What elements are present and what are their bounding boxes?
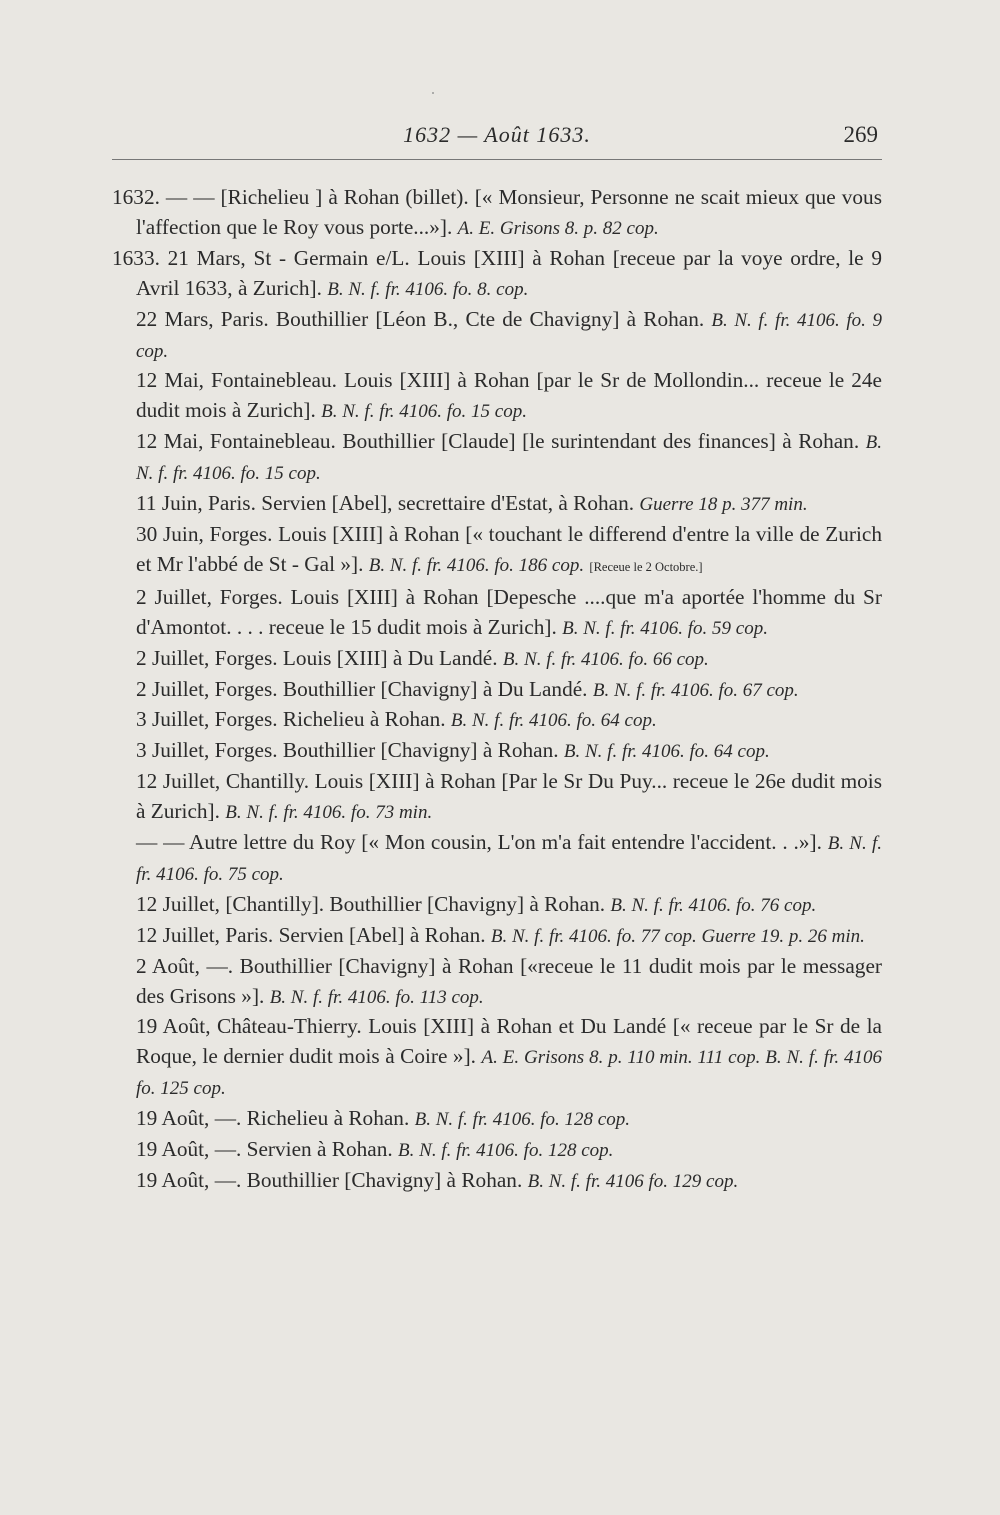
entry-text: 2 Juillet, Forges. Louis [XIII] à Du Landé. xyxy=(136,645,498,670)
entry-reference: B. N. f. fr. 4106. fo. 128 cop. xyxy=(398,1140,614,1162)
entry-reference: B. N. f. fr. 4106. fo. 15 cop. xyxy=(321,401,527,423)
letter-entry xyxy=(112,767,882,828)
entry-text: 2 Août, —. Bouthillier [Chavigny] à Rohan [«receue le 11 dudit mois par le messager des Grisons »]. xyxy=(136,953,882,1008)
entry-text: 2 Juillet, Forges. Louis [XIII] à Rohan [Depesche ....que m'a aportée l'homme du Sr d'Amontot. . . . receue le 15 dudit mois à Zurich]. xyxy=(136,584,882,639)
entry-text: 19 Août, Château-Thierry. Louis [XIII] à Rohan et Du Landé [« receue par le Sr de la Roque, le dernier dudit mois à Coire »]. xyxy=(136,1014,882,1069)
header-rule xyxy=(112,159,882,160)
entry-text: — — Autre lettre du Roy [« Mon cousin, L'on m'a fait entendre l'accident. . .»]. xyxy=(136,830,822,855)
entry-reference: A. E. Grisons 8. p. 110 min. 111 cop. B. N. f. fr. 4106 fo. 125 cop. xyxy=(136,1047,882,1100)
paper-speck xyxy=(432,92,434,94)
entry-text: 19 Août, —. Servien à Rohan. xyxy=(136,1137,393,1162)
running-title: 1632 — Août 1633. xyxy=(403,122,591,147)
entry-text: 1632. — — [Richelieu ] à Rohan (billet). [« Monsieur, Personne ne scait mieux que vous l'affection que le Roy vous porte...»]. xyxy=(112,185,882,239)
entry-text: 12 Juillet, [Chantilly]. Bouthillier [Chavigny] à Rohan. xyxy=(136,891,606,916)
letter-entry xyxy=(112,366,882,427)
letter-entry xyxy=(112,890,882,921)
letter-entry xyxy=(112,705,882,736)
letter-entry xyxy=(112,489,882,520)
letter-entry xyxy=(112,1104,882,1135)
entry-reference: B. N. f. fr. 4106. fo. 73 min. xyxy=(225,802,433,824)
letter-entry xyxy=(112,183,882,244)
entry-text: 12 Juillet, Paris. Servien [Abel] à Rohan. xyxy=(136,922,486,947)
entry-text: 30 Juin, Forges. Louis [XIII] à Rohan [« touchant le differend d'entre la ville de Zurich et Mr l'abbé de St - Gal »]. xyxy=(136,521,882,576)
entry-text: 12 Mai, Fontainebleau. Bouthillier [Claude] [le surintendant des finances] à Rohan. xyxy=(136,429,860,454)
entry-text: 3 Juillet, Forges. Bouthillier [Chavigny] à Rohan. xyxy=(136,738,559,763)
entry-reference: B. N. f. fr. 4106. fo. 15 cop. xyxy=(136,432,883,485)
entry-reference: B. N. f. fr. 4106. fo. 59 cop. xyxy=(562,617,768,639)
entry-reference: B. N. f. fr. 4106. fo. 67 cop. xyxy=(592,679,799,701)
letter-entry xyxy=(112,1135,882,1166)
entry-reference: B. N. f. fr. 4106. fo. 76 cop. xyxy=(610,894,817,916)
entry-reference: B. N. f. fr. 4106. fo. 128 cop. xyxy=(414,1109,630,1131)
letter-entry xyxy=(112,952,882,1013)
entry-text: 2 Juillet, Forges. Bouthillier [Chavigny] à Du Landé. xyxy=(136,676,588,701)
entry-reference: B. N. f. fr. 4106. fo. 186 cop. xyxy=(368,554,585,576)
letter-entry xyxy=(112,520,882,583)
entry-text: 12 Juillet, Chantilly. Louis [XIII] à Rohan [Par le Sr Du Puy... receue le 26e dudit mois à Zurich]. xyxy=(136,769,882,824)
entry-text: 22 Mars, Paris. Bouthillier [Léon B., Cte de Chavigny] à Rohan. xyxy=(136,306,705,331)
letter-entry xyxy=(112,244,882,305)
entry-text: 1633. 21 Mars, St - Germain e/L. Louis [XIII] à Rohan [receue par la voye ordre, le 9 Avril 1633, à Zurich]. xyxy=(112,245,882,300)
entry-reference: B. N. f. fr. 4106. fo. 64 cop. xyxy=(563,741,770,763)
letter-entry-list xyxy=(112,183,882,1197)
entry-text: 12 Mai, Fontainebleau. Louis [XIII] à Rohan [par le Sr de Mollondin... receue le 24e dudit mois à Zurich]. xyxy=(136,368,882,423)
letter-entry xyxy=(112,828,882,890)
letter-entry xyxy=(112,736,882,767)
entry-reference: B. N. f. fr. 4106. fo. 66 cop. xyxy=(502,648,709,670)
letter-entry xyxy=(112,644,882,675)
entry-text: 11 Juin, Paris. Servien [Abel], secrettaire d'Estat, à Rohan. xyxy=(136,491,635,516)
running-head xyxy=(112,120,882,154)
entry-note: [Receue le 2 Octobre.] xyxy=(589,559,703,574)
letter-entry xyxy=(112,427,882,489)
entry-reference: B. N. f. fr. 4106. fo. 113 cop. xyxy=(269,986,484,1008)
entry-reference: A. E. Grisons 8. p. 82 cop. xyxy=(457,217,659,239)
letter-entry xyxy=(112,305,882,367)
entry-reference: Guerre 18 p. 377 min. xyxy=(639,494,808,516)
entry-text: 3 Juillet, Forges. Richelieu à Rohan. xyxy=(136,707,446,732)
entry-text: 19 Août, —. Bouthillier [Chavigny] à Rohan. xyxy=(136,1168,523,1192)
letter-entry xyxy=(112,1166,882,1197)
letter-entry xyxy=(112,1012,882,1104)
entry-reference: B. N. f. fr. 4106. fo. 77 cop. Guerre 19. p. 26 min. xyxy=(490,925,865,947)
entry-reference: B. N. f. fr. 4106. fo. 75 cop. xyxy=(136,833,882,885)
entry-reference: B. N. f. fr. 4106. fo. 64 cop. xyxy=(450,710,657,732)
letter-entry xyxy=(112,583,882,644)
entry-reference: B. N. f. fr. 4106 fo. 129 cop. xyxy=(527,1171,739,1192)
entry-reference: B. N. f. fr. 4106. fo. 8. cop. xyxy=(327,278,529,300)
letter-entry xyxy=(112,921,882,952)
entry-reference: B. N. f. fr. 4106. fo. 9 cop. xyxy=(136,309,883,362)
entry-text: 19 Août, —. Richelieu à Rohan. xyxy=(136,1106,410,1131)
page-number: 269 xyxy=(843,122,878,147)
letter-entry xyxy=(112,675,882,706)
